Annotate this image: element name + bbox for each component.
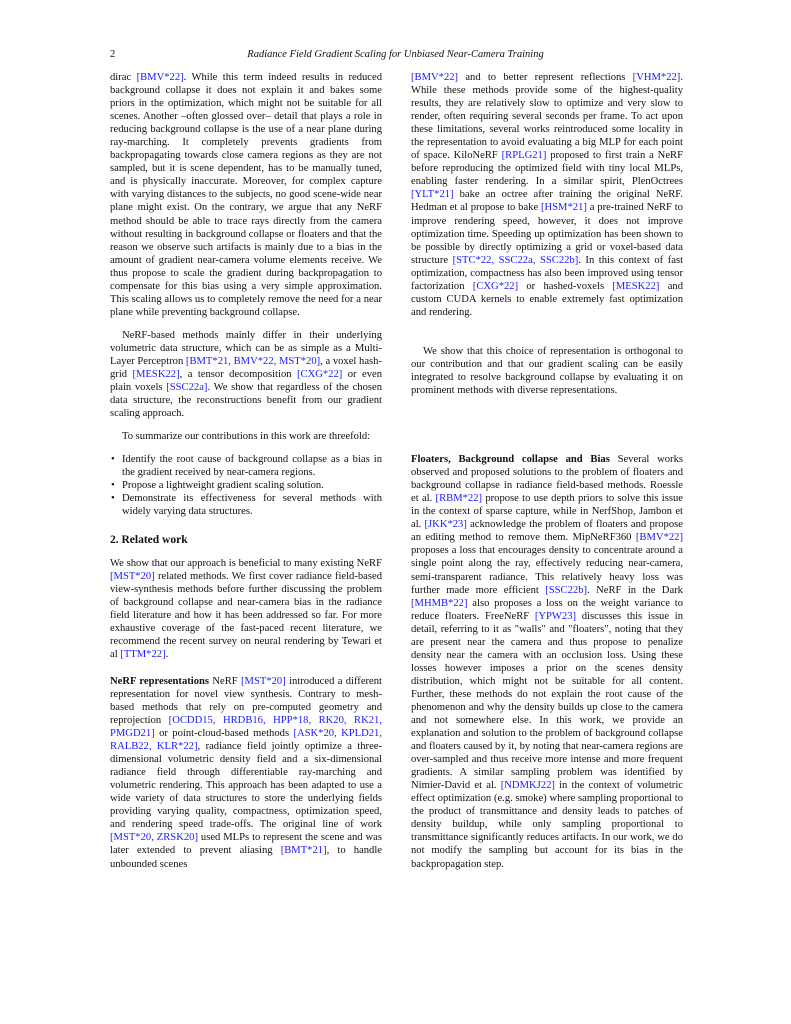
citation-link[interactable]: [RPLG21] xyxy=(501,150,547,162)
citation-link[interactable]: [STC*22, SSC22a, SSC22b] xyxy=(452,254,579,266)
text-run: or point-cloud-based methods xyxy=(154,728,294,740)
text-run: introduced a different representation for novel view synthesis. Contrary to mesh-based methods that rely on pre-computed geometry and reprojection xyxy=(110,675,382,727)
citation-link[interactable]: [SSC22a] xyxy=(166,382,208,394)
paragraph-heading: NeRF representations xyxy=(110,675,210,687)
text-run: and custom CUDA kernels to enable extremely fast optimization and rendering. xyxy=(411,280,683,318)
citation-link[interactable]: [OCDD15, HRDB16, HPP*18, RK20, RK21, PMGD21] xyxy=(110,715,382,740)
paragraph xyxy=(110,329,382,420)
right-column xyxy=(411,71,683,871)
text-run: . xyxy=(165,648,169,660)
citation-link[interactable]: [ASK*20, KPLD21, RALB22, KLR*22] xyxy=(110,728,382,753)
citation-link[interactable]: [YLT*21] xyxy=(411,189,454,201)
text-run: Several works observed and proposed solutions to the problem of floaters and background collapse in radiance field-based methods. Roessle et al. xyxy=(411,454,683,505)
citation-link[interactable]: [YPW23] xyxy=(534,610,577,622)
citation-link[interactable]: [MESK22] xyxy=(612,280,660,292)
text-run: To summarize our contributions in this work are threefold: xyxy=(122,431,371,443)
text-run: discusses this issue in detail, referring to it as "walls" and "floaters", noting that they are present near the camera and thus propose to penalize density near the camera with an occlusion loss. Using these losses however imposes a prior on the scenes density distribution, which might not be suitable for all content. Further, these methods do not explain the root cause of the phenomenon and why the density builds up close to the camera and not somewhere else. In this work, we provide an explanation and solution to the problem of background collapse and floaters caused by it, by noting that near-camera regions are over-sampled and thus receive more intense and more frequent gradients. A similar sampling problem was identified by Nimier-David et al. xyxy=(411,610,683,792)
list-item: • Identify the root cause of background collapse as a bias in the gradient received by near-camera regions. xyxy=(110,453,382,479)
citation-link[interactable]: [SSC22b] xyxy=(545,584,588,596)
citation-link[interactable]: [BMV*22] xyxy=(635,532,683,544)
contribution-list xyxy=(110,453,382,518)
citation-link[interactable]: [CXG*22] xyxy=(472,280,519,292)
running-title: Radiance Field Gradient Scaling for Unbiased Near-Camera Training xyxy=(247,49,544,60)
paragraph-body xyxy=(411,454,683,869)
text-run: , to handle unbounded scenes xyxy=(110,845,382,870)
text-run: NeRF xyxy=(209,675,242,687)
paragraph xyxy=(110,430,382,443)
citation-link[interactable]: [MESK22] xyxy=(132,369,180,381)
text-run: proposed to first train a NeRF before reproducing the optimized field with tiny local MLPs, enabling faster rendering. In a similar spirit, PlenOctrees xyxy=(411,150,683,188)
text-run: . We show that regardless of the chosen data structure, the reconstructions benefit from our gradient scaling approach. xyxy=(110,382,382,420)
paragraph-body xyxy=(110,676,382,870)
paragraph xyxy=(110,675,382,871)
text-run: also proposes a loss on the weight variance to reduce floaters. FreeNeRF xyxy=(411,597,683,622)
text-run: , radiance field jointly optimize a three-dimensional volumetric density field and a six-dimensional radiance field through differentiable ray-marching and volumetric rendering. This approach has been adapted to use a wide variety of data structures to store the underlying fields providing varying quality, compactness, optimization speed, and rendering speed trade-offs. The original line of work xyxy=(110,741,383,831)
citation-link[interactable]: [RBM*22] xyxy=(435,493,483,505)
text-run: in the context of volumetric effect optimization (e.g. smoke) where sampling proportional to the product of transmittance and density leads to patches of density buildup, while only sampling proportional to transmittance significantly reduces artifacts. In our work, we do not modify the sampling but account for its bias in the backpropagation step. xyxy=(411,780,683,870)
paragraph xyxy=(110,557,382,661)
text-run: used MLPs to represent the scene and was later extended to prevent aliasing xyxy=(110,832,383,857)
section-heading: 2. Related work xyxy=(110,533,188,546)
citation-link[interactable]: [CXG*22] xyxy=(296,369,343,381)
text-run: We show that our approach is beneficial to many existing NeRF xyxy=(110,557,382,569)
citation-link[interactable]: [BMT*21] xyxy=(280,845,327,857)
citation-link[interactable]: [MHMB*22] xyxy=(411,597,468,609)
text-run: a pre-trained NeRF to improve rendering speed, however, it does not improve optimization time. Speeding up optimization has been shown to be possible by directly optimizing a grid or voxel-based data structure xyxy=(411,202,683,266)
paragraph xyxy=(411,453,683,871)
citation-link[interactable]: [MST*20] xyxy=(241,675,286,687)
text-run: We show that this choice of representation is orthogonal to our contribution and that our gradient scaling can be easily integrated to resolve background collapse by evaluating it on prominent methods with diverse representations. xyxy=(411,345,683,397)
text-run: and to better represent reflections xyxy=(458,72,633,83)
text-run: . NeRF in the Dark xyxy=(587,584,683,596)
text-run: bake an octree after training the original NeRF. Hedman et al propose to bake xyxy=(411,189,683,214)
text-run: proposes a loss that encourages density to concentrate around a single point along the ray, effectively reducing near-camera, semi-transparent radiance. This relatively heavy loss was further made more efficient xyxy=(411,545,683,596)
paragraph-heading: Floaters, Background collapse and Bias xyxy=(411,454,610,466)
text-run: . While these methods provide some of the highest-quality results, they are relatively slow to optimize and very slow to render, often requiring several seconds per frame. To act upon these limitations, several works reintroduced some locality in the representation to avoid evaluating a big MLP for each point of space. KiloNeRF xyxy=(411,72,683,162)
citation-link[interactable]: [NDMKJ22] xyxy=(500,780,555,792)
citation-link[interactable]: [MST*20] xyxy=(110,570,155,582)
citation-link[interactable]: [BMV*22] xyxy=(136,72,184,83)
paragraph xyxy=(411,71,683,319)
text-run: . While this term indeed results in reduced background collapse it does not explain it and bakes some priors in the optimization, which might not be suitable for all scenes. Another –often glossed over– detail that plays a role in reducing background collapse is the use of a near plane during ray-marching. It completely prevents gradients from backpropagating towards close camera regions as they are not sampled, but it is scene dependent, has to be manually tuned, and is physically inaccurate. Moreover, for complex capture with varying distances to the subjects, no good scene-wide near plane might exist. On the contrary, we argue that any NeRF method should be able to trace rays directly from the camera without resulting in background collapse or floaters and that the reason we observe such artifacts is mainly due to a bias in the amount of gradient near-camera volume elements receive. We thus propose to scale the gradient during backpropagation to compensate for this bias using a very simple approximation. This scaling allows us to completely remove the need for a near plane while preventing background collapse. xyxy=(110,72,383,318)
text-run: or hashed-voxels xyxy=(518,280,613,292)
text-run: , a tensor decomposition xyxy=(179,369,297,381)
text-run: NeRF-based methods mainly differ in their underlying volumetric data structure, which can be as simple as a Multi-Layer Perceptron xyxy=(110,329,382,367)
list-item: • Propose a lightweight gradient scaling solution. xyxy=(110,479,382,492)
citation-link[interactable]: [BMV*22] xyxy=(411,72,459,83)
citation-link[interactable]: [TTM*22] xyxy=(120,648,166,660)
list-item: • Demonstrate its effectiveness for several methods with widely varying data structures. xyxy=(110,492,382,518)
citation-link[interactable]: [VHM*22] xyxy=(632,72,681,83)
paragraph xyxy=(110,71,382,319)
text-run: dirac xyxy=(110,72,137,83)
text-run: , a voxel hash-grid xyxy=(110,355,382,381)
page-number: 2 xyxy=(110,49,116,60)
citation-link[interactable]: [MST*20, ZRSK20] xyxy=(110,832,198,844)
citation-link[interactable]: [JKK*23] xyxy=(424,519,467,531)
text-run: related methods. We first cover radiance field-based view-synthesis methods before further discussing the problem of background collapse and near-camera bias in the radiance field literature and how it has been addressed so far. For more exhaustive coverage of the fast-paced recent literature, we recommend the recent survey on neural rendering by Tewari et al xyxy=(110,570,382,660)
paragraph xyxy=(411,345,683,397)
text-run: . In this context of fast optimization, compactness has also been improved using tensor factorization xyxy=(411,254,684,292)
citation-link[interactable]: [BMT*21, BMV*22, MST*20] xyxy=(185,355,321,367)
text-run: or even plain voxels xyxy=(110,369,383,394)
text-run: acknowledge the problem of floaters and propose an editing method to remove them. MipNeRF360 xyxy=(411,519,683,544)
left-column xyxy=(110,71,382,871)
citation-link[interactable]: [HSM*21] xyxy=(540,202,587,214)
text-run: propose to use depth priors to solve this issue in the context of sparse capture, while in NerfShop, Jambon et al. xyxy=(411,493,683,531)
